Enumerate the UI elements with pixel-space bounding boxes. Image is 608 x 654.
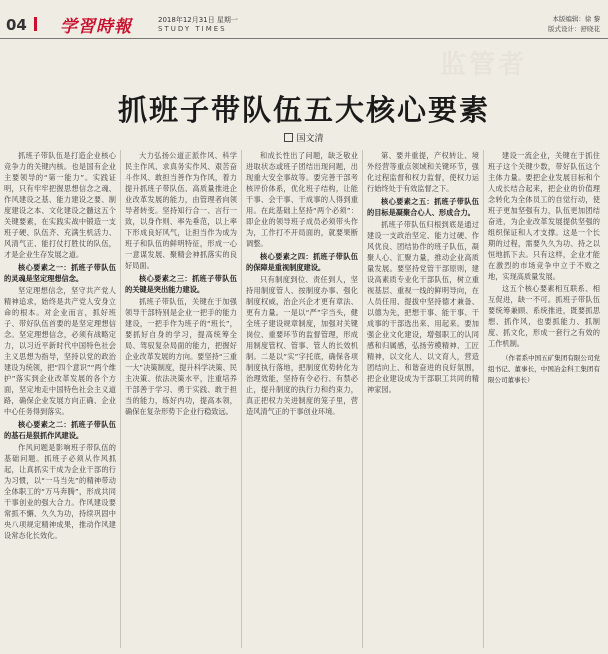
body-paragraph: 这五个核心要素相互联系、相互促进，缺一不可。抓班子带队伍要统筹兼顾、系统推进，既要抓思想、抓作风，也要抓能力、抓制度、抓文化，形成一套行之有效的工作机制。 xyxy=(488,284,600,348)
designer-line: 版式设计：舒晓花 xyxy=(548,25,600,33)
body-paragraph: 坚定理想信念，坚守共产党人精神追求，始终是共产党人安身立命的根本。对企业而言，抓好班子、带好队伍首要的是坚定理想信念。坚定理想信念，必须有战略定力，以习近平新时代中国特色社会主义思想为指导，坚持以党的政治建设为统领，把“四个意识”“两个维护”落实到企业改革发展的各个方面，坚定地走中国特色社会主义道路，确保企业发展方向正确、企业中心任务得到落实。 xyxy=(4,286,116,416)
article-column xyxy=(488,150,600,650)
column-divider xyxy=(241,150,242,648)
body-paragraph: 抓班子带队伍归根到底是通过建设一支政治坚定、能力过硬、作风优良、团结协作的班子队伍，凝聚人心、汇聚力量，推动企业高质量发展。要坚持党管干部原则，建设高素质专业化干部队伍，树立重视基层、重视一线的鲜明导向，在人员任用、提拔中坚持德才兼备、以德为先，把想干事、能干事、干成事的干部选出来、用起来。要加强企业文化建设，增强职工的认同感和归属感，弘扬劳模精神、工匠精神，以文化人、以文育人，营造团结向上、和谐奋进的良好氛围，把企业建设成为干部职工共同的精神家园。 xyxy=(367,220,479,394)
header-rule xyxy=(0,38,608,39)
section-heading: 核心要素之三：抓班子带队伍的关键是突出能力建设。 xyxy=(125,274,237,294)
column-divider xyxy=(362,150,363,648)
section-heading: 核心要素之一：抓班子带队伍的灵魂是坚定理想信念。 xyxy=(4,263,116,283)
body-paragraph: 只有制度到位、责任到人，坚持用制度管人、按制度办事、强化制度权威，治企兴企才更有章法、更有力量。一是以“严”字当头，健全班子建设规章制度，加强对关键岗位、重要环节的监督管理，形成用制度管权、管事、管人的长效机制。二是以“实”字托底，确保各项制度执行落地，把制度优势转化为治理效能，坚持有令必行、有禁必止，提升制度的执行力和约束力，真正把权力关进制度的笼子里，营造风清气正的干事创业环境。 xyxy=(246,275,358,416)
column-divider xyxy=(483,150,484,648)
author-name: 国文清 xyxy=(296,134,324,144)
page-number-bar xyxy=(34,17,37,31)
section-heading: 核心要素之二：抓班子带队伍的基石是狠抓作风建设。 xyxy=(4,420,116,440)
issue-date: 2018年12月31日 星期一 xyxy=(158,16,238,24)
article-author xyxy=(0,131,608,144)
masthead-logo: 学習時報 xyxy=(60,17,132,37)
body-paragraph: 建设一流企业，关键在于抓住班子这个关键少数，带好队伍这个主体力量。要把企业发展目标和个人成长结合起来，把企业的价值理念转化为全体员工的自觉行动，使班子更加坚强有力，队伍更加团结奋进，为企业改革发展提供坚强的组织保证和人才支撑。这是一个长期的过程，需要久久为功、持之以恒地抓下去。只有这样，企业才能在激烈的市场竞争中立于不败之地，实现高质量发展。 xyxy=(488,151,600,281)
body-paragraph: 作风问题是影响班子带队伍的基础问题。抓班子必须从作风抓起，让真抓实干成为企业干部的行为习惯，以“一马当先”的精神带动全体职工的“万马奔腾”，形成共同干事创业的强大合力。作风建设要常抓不懈、久久为功，持续巩固中央八项规定精神成果，推动作风建设常态化长效化。 xyxy=(4,443,116,540)
author-box-icon xyxy=(284,133,293,142)
body-paragraph: 和成长性出了问题，缺乏敬业进取状态或班子团结出现问题，出现重大安全事故等。要完善干部考核评价体系，优化班子结构，让能干事、会干事、干成事的人得到重用。在此基础上坚持“两个必须”：即企业的领导班子成员必须带头作为，工作打不开局面的，就要果断调整。 xyxy=(246,151,358,248)
section-heading: 核心要素之五：抓班子带队伍的目标是凝聚合心人、形成合力。 xyxy=(367,197,479,217)
article-column xyxy=(367,150,479,650)
body-paragraph: 第、要并重提，产权转让、境外经营等重点领域和关键环节，强化过程监督和权力监督，使权力运行始终处于有效监督之下。 xyxy=(367,151,479,193)
bleed-through-watermark: 监管者 xyxy=(440,50,528,80)
column-divider xyxy=(120,150,121,648)
article-column xyxy=(4,150,116,650)
article-body xyxy=(4,150,604,650)
body-paragraph: 抓班子带队伍，关键在于加强领导干部特别是企业一把手的能力建设，一把手作为班子的“班长”，要抓好自身的学习，提高统筹全局、驾驭复杂局面的能力，把握好企业改革发展的方向。要坚持“三重一大”决策制度，提升科学决策、民主决策、依法决策水平，注重培养干部善于学习、勇于实践、敢于担当的能力，练好内功，提高本领，确保在复杂形势下企业行稳致远。 xyxy=(125,297,237,416)
editor-credits xyxy=(548,14,600,34)
editor-line: 本版编辑：徐 黎 xyxy=(552,15,600,23)
author-byline: （作者系中国五矿集团有限公司党组书记、董事长，中国冶金科工集团有限公司董事长） xyxy=(488,354,600,384)
section-heading: 核心要素之四：抓班子带队伍的保障是重视制度建设。 xyxy=(246,252,358,272)
body-paragraph: 大力弘扬公道正派作风、科学民主作风、求真务实作风、艰苦奋斗作风、敢担当善作为作风，着力提升抓班子带队伍、高质量推进企业改革发展的能力，由管理者向领导者转变。坚持知行合一、言行一致，以身作则、率先垂范，以上率下形成良好风气，让担当作为成为班子和队伍的鲜明特征，形成一心一意谋发展、聚精会神抓落实的良好局面。 xyxy=(125,151,237,270)
page-number: 04 xyxy=(6,16,27,34)
masthead-subtitle: STUDY TIMES xyxy=(158,25,227,33)
article-title: 抓班子带队伍五大核心要素 xyxy=(117,93,490,127)
body-paragraph: 抓班子带队伍是打造企业核心竞争力的关键内核。也是国有企业主要领导的“第一能力”。实践证明，只有牢牢把握思想信念之魂、作风建设之基、能力建设之要、制度建设之本、文化建设之髓这五个关键要素，在实践实战中锻造一支班子硬、队伍齐、充满生机活力、风清气正、能打仗打胜仗的队伍，才是企业生存发展之道。 xyxy=(4,151,116,259)
page-header xyxy=(0,0,608,40)
article-column xyxy=(125,150,237,650)
article-column xyxy=(246,150,358,650)
